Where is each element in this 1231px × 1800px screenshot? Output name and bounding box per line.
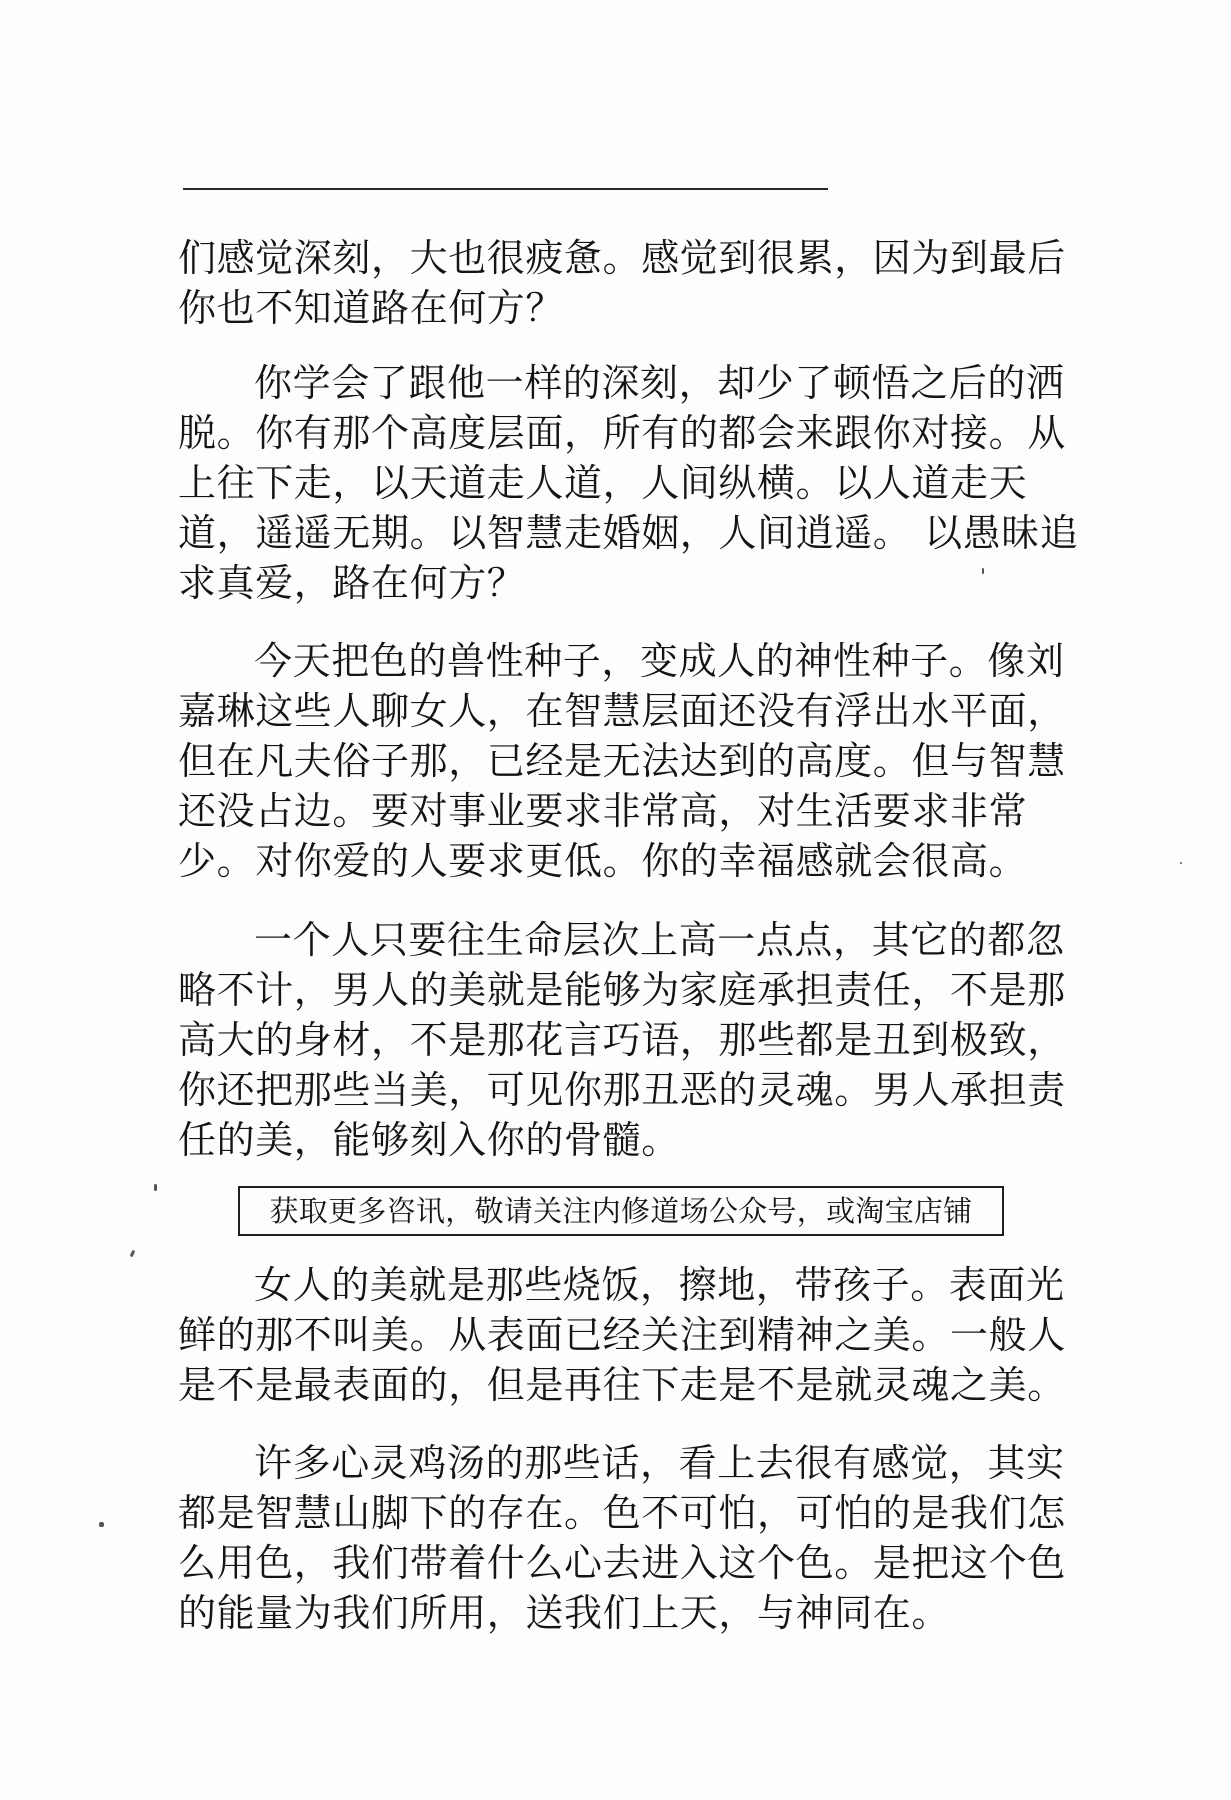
scan-speck bbox=[982, 568, 984, 574]
paragraph-4: 一个人只要往生命层次上高一点点，其它的都忽略不计，男人的美就是能够为家庭承担责任，不是那高大的身材，不是那花言巧语，那些都是丑到极致，你还把那些当美，可见你那丑恶的灵魂。男人承担责任的美，能够刻入你的骨髓。 bbox=[178, 918, 1066, 1162]
paragraph-5: 女人的美就是那些烧饭，擦地，带孩子。表面光鲜的那不叫美。从表面已经关注到精神之美。一般人是不是最表面的，但是再往下走是不是就灵魂之美。 bbox=[178, 1263, 1066, 1407]
scan-speck bbox=[130, 1250, 136, 1258]
header-rule bbox=[183, 188, 828, 190]
scan-speck bbox=[154, 1184, 157, 1191]
paragraph-6: 许多心灵鸡汤的那些话，看上去很有感觉，其实都是智慧山脚下的存在。色不可怕，可怕的是我们怎么用色，我们带着什么心去进入这个色。是把这个色的能量为我们所用，送我们上天，与神同在。 bbox=[178, 1441, 1066, 1635]
scan-speck bbox=[1180, 862, 1182, 864]
paragraph-2: 你学会了跟他一样的深刻，却少了顿悟之后的洒脱。你有那个高度层面，所有的都会来跟你对接。从上往下走，以天道走人道，人间纵横。以人道走天道，遥遥无期。以智慧走婚姻，人间逍遥。 以愚昧追求真爱，路在何方？ bbox=[178, 361, 1079, 605]
paragraph-3: 今天把色的兽性种子，变成人的神性种子。像刘嘉琳这些人聊女人，在智慧层面还没有浮出水平面，但在凡夫俗子那，已经是无法达到的高度。但与智慧还没占边。要对事业要求非常高，对生活要求非常少。对你爱的人要求更低。你的幸福感就会很高。 bbox=[178, 639, 1066, 883]
scan-speck bbox=[99, 1522, 104, 1527]
promo-notice-box: 获取更多咨讯，敬请关注内修道场公众号，或淘宝店铺 bbox=[238, 1186, 1004, 1236]
paragraph-1: 们感觉深刻，大也很疲惫。感觉到很累，因为到最后你也不知道路在何方？ bbox=[178, 236, 1066, 330]
